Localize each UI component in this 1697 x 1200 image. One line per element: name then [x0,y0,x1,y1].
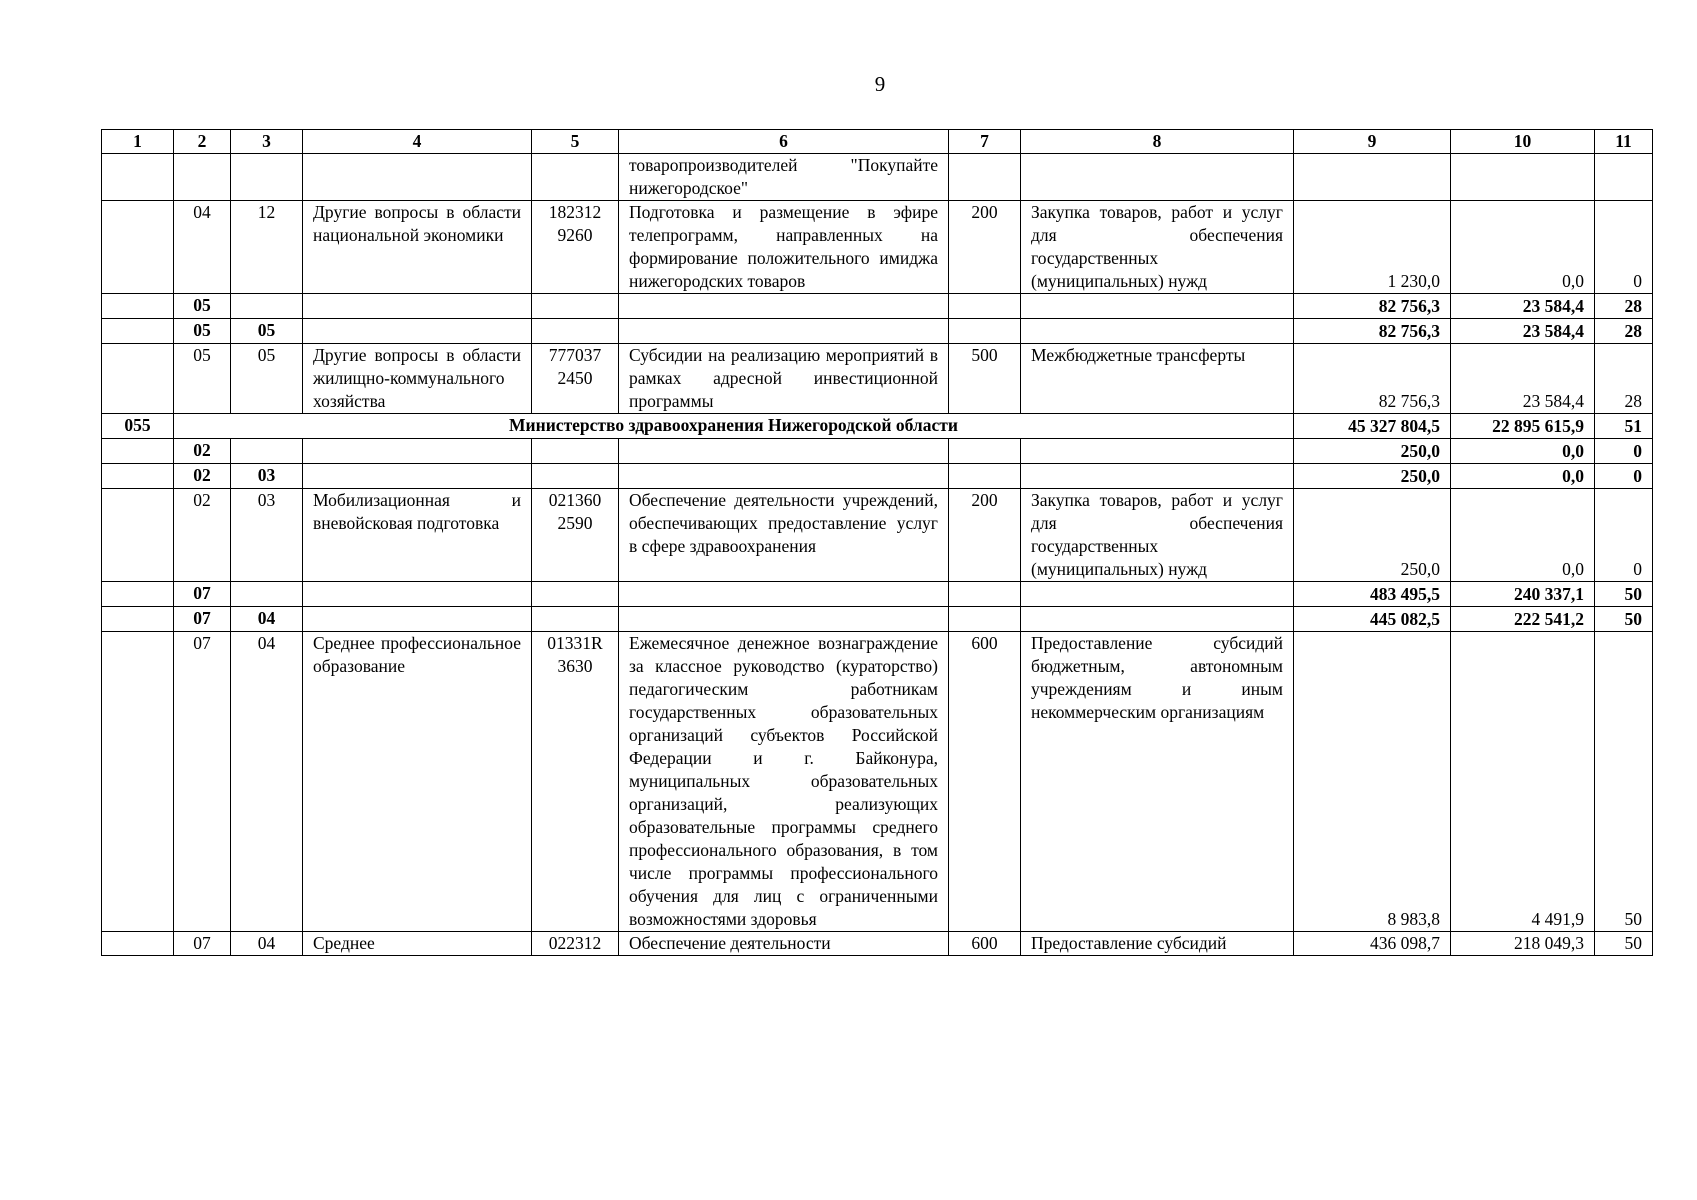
empty-cell [1021,607,1294,632]
subsection-cell: 05 [231,319,303,344]
expense-type-cell: 500 [949,344,1021,414]
plan-amount-cell: 82 756,3 [1294,319,1451,344]
plan-amount-cell: 1 230,0 [1294,201,1451,294]
target-article-cell [532,489,619,582]
empty-cell [619,294,949,319]
section-code-cell [102,344,174,414]
section-code-cell [102,932,174,956]
target-article-part: 3630 [557,656,593,676]
empty-cell [949,464,1021,489]
subsection-cell: 03 [231,464,303,489]
empty-cell [619,439,949,464]
measure-name-cell: Обеспечение деятельности [619,932,949,956]
table-row [102,632,1653,932]
percent-cell: 50 [1595,607,1653,632]
subsection-cell: 04 [231,632,303,932]
empty-cell [619,582,949,607]
subsection-cell: 12 [231,201,303,294]
target-article-part: 2590 [557,513,593,533]
header-cell: 8 [1021,130,1294,154]
page-number: 9 [874,72,886,96]
plan-amount-cell: 250,0 [1294,439,1451,464]
ministry-row [102,414,1653,439]
empty-cell [532,607,619,632]
percent-cell: 28 [1595,319,1653,344]
subsection-cell: 03 [231,489,303,582]
empty-cell [102,439,174,464]
chapter-cell: 04 [174,201,231,294]
header-cell: 10 [1451,130,1595,154]
actual-amount-cell: 23 584,4 [1451,294,1595,319]
target-article-cell [532,344,619,414]
chapter-cell: 07 [174,632,231,932]
plan-amount-cell: 8 983,8 [1294,632,1451,932]
percent-cell: 0 [1595,201,1653,294]
chapter-cell: 07 [174,582,231,607]
table-row [102,154,1653,201]
expense-type-cell: 600 [949,632,1021,932]
percent-cell: 50 [1595,932,1653,956]
empty-cell [949,319,1021,344]
measure-name-cell: Ежемесячное денежное вознаграждение за классное руководство (кураторство) педагогическим работникам государственных образовательных организаций субъектов Российской Федерации и г. Байконура, муниципальных образовательных организаций, реализующих образовательные программы среднего профессионального образования, в том числе программы профессионального обучения для лиц с ограниченными возможностями здоровья [619,632,949,932]
empty-cell [303,464,532,489]
empty-cell [1021,294,1294,319]
percent-cell: 51 [1595,414,1653,439]
subtotal-row [102,439,1653,464]
header-cell: 9 [1294,130,1451,154]
chapter-cell: 05 [174,294,231,319]
ministry-code-cell: 055 [102,414,174,439]
empty-cell [102,607,174,632]
actual-amount-cell: 0,0 [1451,439,1595,464]
percent-cell: 50 [1595,582,1653,607]
measure-name-cell: Подготовка и размещение в эфире телепрограмм, направленных на формирование положительного имиджа нижегородских товаров [619,201,949,294]
section-name-cell: Среднее [303,932,532,956]
empty-cell [1021,319,1294,344]
section-name-cell: Мобилизационная и вневойсковая подготовка [303,489,532,582]
empty-cell [532,439,619,464]
subsection-cell [231,294,303,319]
header-row [102,130,1653,154]
subtotal-row [102,294,1653,319]
plan-amount-cell: 445 082,5 [1294,607,1451,632]
chapter-cell: 05 [174,319,231,344]
expense-type-name-cell: Предоставление субсидий [1021,932,1294,956]
percent-cell: 0 [1595,464,1653,489]
plan-amount-cell: 483 495,5 [1294,582,1451,607]
subtotal-row [102,464,1653,489]
empty-cell [1021,464,1294,489]
plan-amount-cell: 45 327 804,5 [1294,414,1451,439]
subtotal-row [102,582,1653,607]
actual-amount-cell: 218 049,3 [1451,932,1595,956]
expense-type-name-cell: Межбюджетные трансферты [1021,344,1294,414]
header-cell: 1 [102,130,174,154]
chapter-cell: 02 [174,464,231,489]
expense-type-cell: 600 [949,932,1021,956]
chapter-cell [174,154,231,201]
measure-name-cell: Обеспечение деятельности учреждений, обеспечивающих предоставление услуг в сфере здравоохранения [619,489,949,582]
subsection-cell [231,439,303,464]
subsection-cell [231,582,303,607]
target-article-cell [532,932,619,956]
table-row [102,344,1653,414]
empty-cell [949,582,1021,607]
table-row [102,932,1653,956]
target-article-part: 01331R [547,633,603,653]
subtotal-row [102,319,1653,344]
target-article-part: 9260 [557,225,593,245]
empty-cell [949,439,1021,464]
actual-amount-cell: 0,0 [1451,464,1595,489]
actual-amount-cell: 23 584,4 [1451,319,1595,344]
subtotal-row [102,607,1653,632]
target-article-cell [532,632,619,932]
empty-cell [303,582,532,607]
empty-cell [532,294,619,319]
section-name-cell: Другие вопросы в области национальной экономики [303,201,532,294]
target-article-part: 182312 [548,202,602,222]
actual-amount-cell: 0,0 [1451,201,1595,294]
plan-amount-cell: 436 098,7 [1294,932,1451,956]
measure-name-cell: Субсидии на реализацию мероприятий в рамках адресной инвестиционной программы [619,344,949,414]
expense-type-name-cell [1021,154,1294,201]
empty-cell [303,439,532,464]
header-cell: 5 [532,130,619,154]
plan-amount-cell: 82 756,3 [1294,344,1451,414]
subsection-cell [231,154,303,201]
subsection-cell: 04 [231,607,303,632]
empty-cell [619,319,949,344]
plan-amount-cell: 82 756,3 [1294,294,1451,319]
actual-amount-cell: 222 541,2 [1451,607,1595,632]
plan-amount-cell: 250,0 [1294,464,1451,489]
section-code-cell [102,201,174,294]
empty-cell [102,294,174,319]
chapter-cell: 07 [174,607,231,632]
actual-amount-cell [1451,154,1595,201]
ministry-name-cell: Министерство здравоохранения Нижегородской области [174,414,1294,439]
empty-cell [303,294,532,319]
header-cell: 2 [174,130,231,154]
empty-cell [619,464,949,489]
chapter-cell: 05 [174,344,231,414]
percent-cell: 0 [1595,489,1653,582]
percent-cell: 28 [1595,344,1653,414]
target-article-cell [532,201,619,294]
section-name-cell: Другие вопросы в области жилищно-коммунального хозяйства [303,344,532,414]
actual-amount-cell: 240 337,1 [1451,582,1595,607]
section-code-cell [102,632,174,932]
empty-cell [1021,439,1294,464]
empty-cell [102,582,174,607]
expense-type-name-cell: Закупка товаров, работ и услуг для обеспечения государственных (муниципальных) нужд [1021,201,1294,294]
expense-type-name-cell: Закупка товаров, работ и услуг для обеспечения государственных (муниципальных) нужд [1021,489,1294,582]
empty-cell [532,319,619,344]
expense-type-cell: 200 [949,489,1021,582]
empty-cell [1021,582,1294,607]
chapter-cell: 02 [174,489,231,582]
chapter-cell: 07 [174,932,231,956]
target-article-cell [532,154,619,201]
empty-cell [303,607,532,632]
chapter-cell: 02 [174,439,231,464]
actual-amount-cell: 23 584,4 [1451,344,1595,414]
header-cell: 3 [231,130,303,154]
target-article-part: 021360 [548,490,602,510]
empty-cell [102,319,174,344]
plan-amount-cell: 250,0 [1294,489,1451,582]
expense-type-cell: 200 [949,201,1021,294]
header-cell: 7 [949,130,1021,154]
subsection-cell: 05 [231,344,303,414]
actual-amount-cell: 0,0 [1451,489,1595,582]
empty-cell [619,607,949,632]
target-article-part: 2450 [557,368,593,388]
empty-cell [532,582,619,607]
empty-cell [949,607,1021,632]
header-cell: 6 [619,130,949,154]
plan-amount-cell [1294,154,1451,201]
section-code-cell [102,489,174,582]
table-row [102,201,1653,294]
section-name-cell: Среднее профессиональное образование [303,632,532,932]
table-row [102,489,1653,582]
expense-type-cell [949,154,1021,201]
empty-cell [102,464,174,489]
empty-cell [303,319,532,344]
percent-cell: 50 [1595,632,1653,932]
target-article-part: 777037 [548,345,602,365]
empty-cell [532,464,619,489]
section-name-cell [303,154,532,201]
subsection-cell: 04 [231,932,303,956]
percent-cell: 0 [1595,439,1653,464]
expense-type-name-cell: Предоставление субсидий бюджетным, автономным учреждениям и иным некоммерческим организациям [1021,632,1294,932]
percent-cell [1595,154,1653,201]
empty-cell [949,294,1021,319]
percent-cell: 28 [1595,294,1653,319]
target-article-part: 022312 [548,933,602,953]
actual-amount-cell: 4 491,9 [1451,632,1595,932]
section-code-cell [102,154,174,201]
budget-table [101,129,1653,956]
actual-amount-cell: 22 895 615,9 [1451,414,1595,439]
measure-name-cell: товаропроизводителей "Покупайте нижегородское" [619,154,949,201]
header-cell: 11 [1595,130,1653,154]
header-cell: 4 [303,130,532,154]
